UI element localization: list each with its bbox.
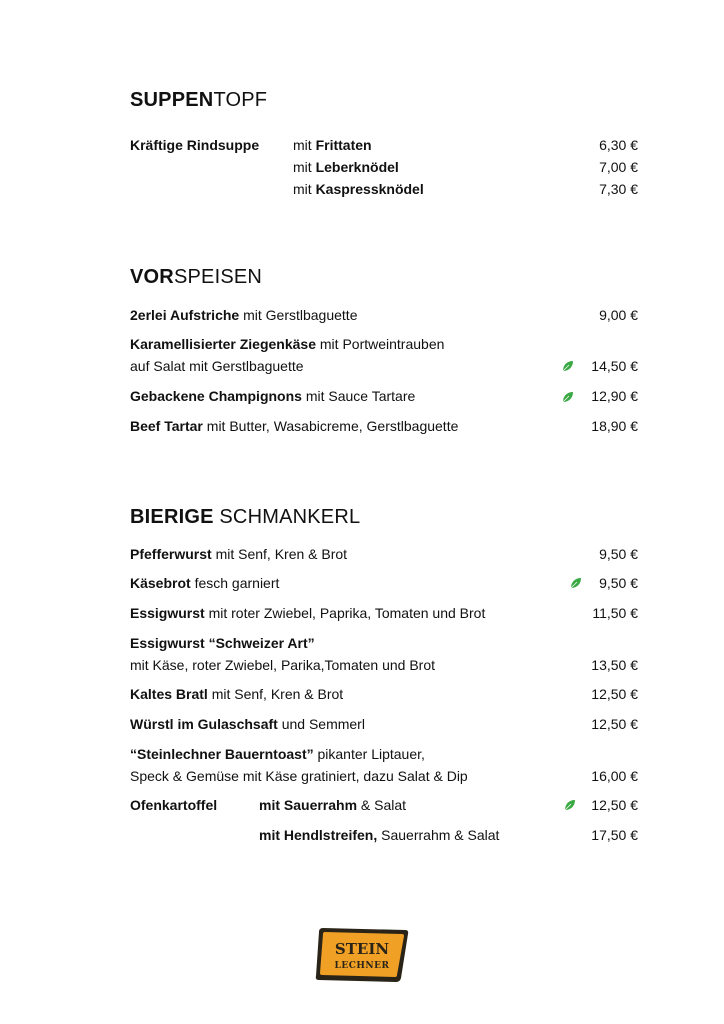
variant-hendlstreifen: mit Hendlstreifen, Sauerrahm & Salat [259,827,500,843]
dish-kaltes-bratl: Kaltes Bratl mit Senf, Kren & Brot [130,686,344,702]
steinlechner-logo [313,924,411,986]
dish-kaesebrot: Käsebrot fesch garniert [130,575,280,591]
logo-line1: STEIN [334,940,390,958]
logo-line2: LECHNER [334,961,390,971]
dish-beef-tartar: Beef Tartar mit Butter, Wasabicreme, Gerstlbaguette [130,418,459,434]
variant-leberknoedel: mit Leberknödel [293,159,399,175]
dish-champignons: Gebackene Champignons mit Sauce Tartare [130,388,416,404]
dish-ziegenkaese-desc: auf Salat mit Gerstlbaguette [130,358,304,374]
dish-ziegenkaese: Karamellisierter Ziegenkäse mit Portweintrauben [130,336,445,352]
price-essigwurst-schweizer: 13,50 € [591,657,638,673]
price-frittaten: 6,30 € [599,137,638,153]
dish-essigwurst-schweizer-desc: mit Käse, roter Zwiebel, Parika,Tomaten und Brot [130,657,436,673]
price-kaesebrot: 9,50 € [599,575,638,591]
price-beef-tartar: 18,90 € [591,418,638,434]
dish-essigwurst-schweizer: Essigwurst “Schweizer Art” [130,635,315,651]
price-kaspressknoedel: 7,30 € [599,181,638,197]
dish-bauerntoast: “Steinlechner Bauerntoast” pikanter Liptauer, [130,746,425,762]
leaf-icon [562,391,574,403]
price-champignons: 12,90 € [591,388,638,404]
price-leberknoedel: 7,00 € [599,159,638,175]
dish-bauerntoast-desc: Speck & Gemüse mit Käse gratiniert, dazu Salat & Dip [130,768,468,784]
price-wuerstl: 12,50 € [591,716,638,732]
dish-pfefferwurst: Pfefferwurst mit Senf, Kren & Brot [130,546,348,562]
price-aufstriche: 9,00 € [599,307,638,323]
variant-kaspressknoedel: mit Kaspressknödel [293,181,424,197]
leaf-icon [562,360,574,372]
price-ofenkartoffel-sauerrahm: 12,50 € [591,797,638,813]
price-ziegenkaese: 14,50 € [591,358,638,374]
dish-ofenkartoffel: Ofenkartoffel [130,797,218,813]
dish-essigwurst: Essigwurst mit roter Zwiebel, Paprika, Tomaten und Brot [130,605,486,621]
section-title-schmankerl: BIERIGE SCHMANKERL [130,506,361,528]
dish-aufstriche: 2erlei Aufstriche mit Gerstlbaguette [130,307,358,323]
price-bauerntoast: 16,00 € [591,768,638,784]
price-kaltes-bratl: 12,50 € [591,686,638,702]
leaf-icon [570,577,582,589]
section-title-suppentopf: SUPPENTOPF [130,89,268,111]
price-ofenkartoffel-hendl: 17,50 € [591,827,638,843]
variant-sauerrahm: mit Sauerrahm & Salat [259,797,407,813]
dish-rindsuppe: Kräftige Rindsuppe [130,137,260,153]
price-essigwurst: 11,50 € [592,605,638,621]
price-pfefferwurst: 9,50 € [599,546,638,562]
dish-wuerstl: Würstl im Gulaschsaft und Semmerl [130,716,365,732]
leaf-icon [564,799,576,811]
section-title-vorspeisen: VORSPEISEN [130,266,263,288]
variant-frittaten: mit Frittaten [293,137,372,153]
